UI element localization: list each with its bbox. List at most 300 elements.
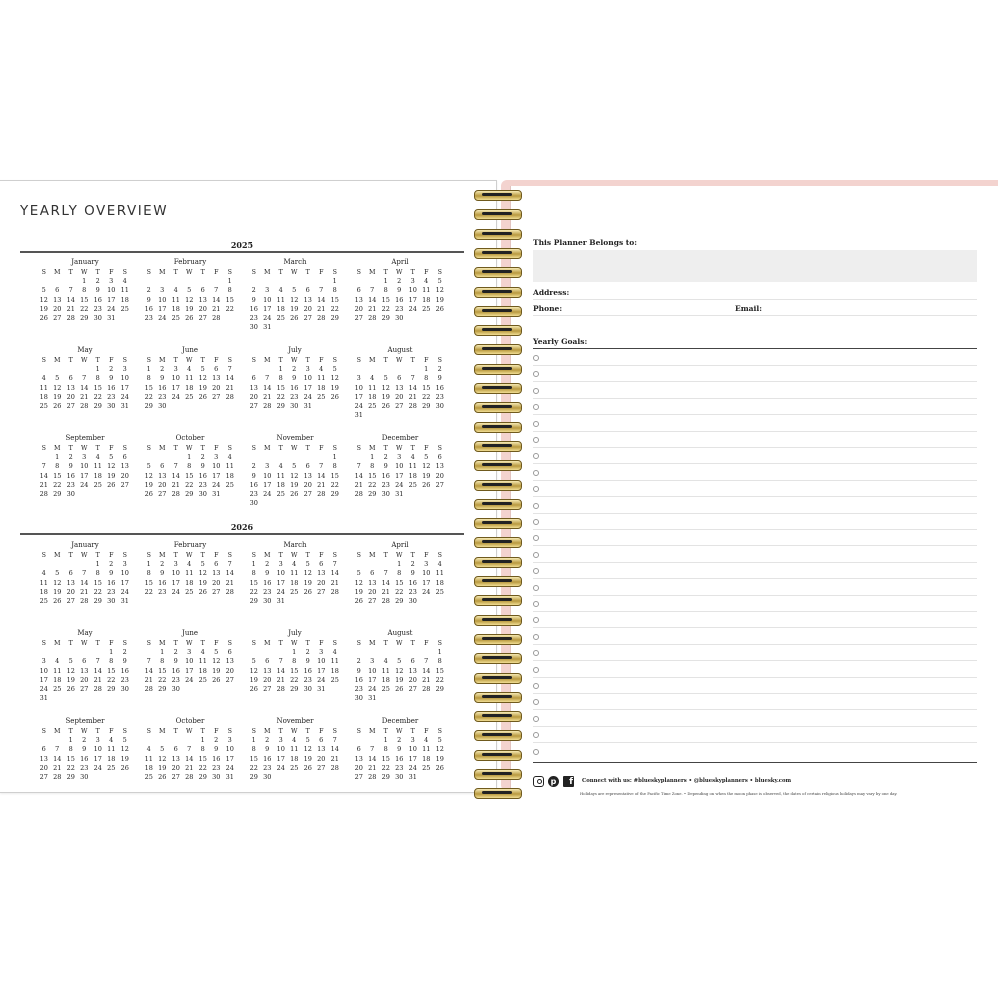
day-number: 9 [173, 657, 178, 666]
day-number: 1 [109, 648, 114, 657]
weekday-label: S [356, 728, 361, 735]
weekday-label: F [424, 640, 429, 647]
spiral-ring [474, 364, 522, 375]
weekday-label: W [396, 728, 403, 735]
day-number: 31 [354, 411, 363, 420]
day-number: 20 [66, 392, 75, 401]
weekday-label: W [81, 728, 88, 735]
goal-bullet[interactable] [533, 388, 539, 394]
day-number: 12 [249, 666, 258, 675]
day-number: 11 [381, 666, 390, 675]
goal-line[interactable] [533, 447, 977, 448]
day-number: 5 [383, 374, 388, 383]
weekday-label: W [81, 552, 88, 559]
day-number: 6 [397, 374, 402, 383]
goal-line[interactable] [533, 365, 977, 366]
weekday-label: T [95, 357, 100, 364]
day-number: 6 [251, 374, 256, 383]
day-number: 18 [171, 304, 180, 313]
day-number: 22 [368, 480, 377, 489]
day-number: 14 [80, 578, 89, 587]
weekday-label: T [305, 552, 310, 559]
goal-line[interactable] [533, 644, 977, 645]
weekday-label: S [332, 445, 337, 452]
day-number: 4 [424, 736, 429, 745]
address-line[interactable] [533, 299, 977, 300]
day-number: 17 [120, 383, 129, 392]
day-number: 20 [408, 675, 417, 684]
goal-line[interactable] [533, 496, 977, 497]
goal-bullet[interactable] [533, 519, 539, 525]
month-calendar [37, 433, 133, 521]
day-number: 22 [225, 304, 234, 313]
day-number: 16 [120, 666, 129, 675]
weekday-label: T [305, 357, 310, 364]
day-number: 15 [93, 578, 102, 587]
owner-label: This Planner Belongs to: [533, 238, 638, 247]
day-number: 6 [356, 286, 361, 295]
day-number: 31 [395, 489, 404, 498]
month-name: November [276, 434, 314, 442]
day-number: 28 [144, 684, 153, 693]
day-number: 27 [158, 489, 167, 498]
day-number: 4 [146, 745, 151, 754]
empty-day [315, 277, 329, 286]
day-grid [37, 551, 133, 606]
weekday-label: F [214, 552, 219, 559]
goal-line[interactable] [533, 529, 977, 530]
day-number: 1 [95, 560, 100, 569]
day-number: 10 [93, 745, 102, 754]
day-number: 16 [93, 295, 102, 304]
social-footer [533, 775, 791, 787]
day-number: 6 [200, 286, 205, 295]
day-grid [352, 551, 448, 606]
day-number: 23 [144, 313, 153, 322]
day-number: 29 [198, 772, 207, 781]
month-calendar [142, 628, 238, 716]
day-number: 31 [368, 694, 377, 703]
day-number: 27 [263, 684, 272, 693]
goal-bullet[interactable] [533, 667, 539, 673]
day-number: 17 [80, 471, 89, 480]
day-number: 10 [171, 374, 180, 383]
day-number: 22 [435, 675, 444, 684]
day-number: 18 [198, 666, 207, 675]
goal-line[interactable] [533, 562, 977, 563]
phone-email-line[interactable] [533, 315, 977, 316]
day-grid [37, 356, 133, 411]
day-number: 22 [249, 587, 258, 596]
day-number: 29 [330, 313, 339, 322]
weekday-label: T [278, 269, 283, 276]
day-number: 16 [158, 578, 167, 587]
day-number: 29 [80, 313, 89, 322]
day-number: 13 [263, 666, 272, 675]
day-number: 8 [292, 657, 297, 666]
day-number: 20 [249, 392, 258, 401]
goal-bullet[interactable] [533, 601, 539, 607]
day-number: 7 [356, 462, 361, 471]
day-number: 29 [435, 684, 444, 693]
empty-day [156, 736, 170, 745]
goal-line[interactable] [533, 611, 977, 612]
day-number: 12 [435, 286, 444, 295]
day-number: 30 [212, 772, 221, 781]
day-number: 8 [95, 374, 100, 383]
day-number: 21 [408, 392, 417, 401]
day-number: 7 [82, 374, 87, 383]
day-number: 9 [160, 374, 165, 383]
weekday-label: T [200, 640, 205, 647]
weekday-label: T [383, 357, 388, 364]
day-number: 12 [212, 657, 221, 666]
day-number: 29 [93, 401, 102, 410]
weekday-label: S [356, 552, 361, 559]
day-number: 27 [249, 401, 258, 410]
day-number: 21 [317, 480, 326, 489]
empty-day [393, 648, 407, 657]
day-number: 26 [107, 480, 116, 489]
goal-line[interactable] [533, 627, 977, 628]
day-number: 15 [290, 666, 299, 675]
spiral-binding [474, 190, 522, 802]
day-number: 19 [198, 578, 207, 587]
day-number: 9 [356, 666, 361, 675]
day-number: 26 [185, 313, 194, 322]
day-number: 26 [212, 675, 221, 684]
spiral-ring [474, 248, 522, 259]
day-number: 11 [107, 745, 116, 754]
weekday-label: F [319, 445, 324, 452]
day-number: 22 [80, 304, 89, 313]
day-number: 17 [212, 471, 221, 480]
day-number: 1 [146, 365, 151, 374]
weekday-label: F [109, 640, 114, 647]
spiral-ring [474, 344, 522, 355]
goal-bullet[interactable] [533, 749, 539, 755]
day-number: 26 [120, 763, 129, 772]
day-number: 14 [212, 295, 221, 304]
day-number: 26 [435, 763, 444, 772]
goal-bullet[interactable] [533, 634, 539, 640]
goal-line[interactable] [533, 545, 977, 546]
day-number: 12 [395, 666, 404, 675]
day-number: 30 [395, 772, 404, 781]
day-number: 23 [93, 304, 102, 313]
goal-line[interactable] [533, 398, 977, 399]
goal-bullet[interactable] [533, 585, 539, 591]
day-number: 3 [356, 374, 361, 383]
day-number: 22 [93, 587, 102, 596]
weekday-label: S [332, 357, 337, 364]
day-number: 19 [39, 304, 48, 313]
goal-bullet[interactable] [533, 716, 539, 722]
weekday-label: T [173, 357, 178, 364]
day-number: 21 [212, 304, 221, 313]
facebook-icon[interactable]: f [563, 776, 574, 787]
weekday-label: T [200, 269, 205, 276]
day-number: 12 [354, 578, 363, 587]
empty-day [406, 648, 420, 657]
day-number: 29 [381, 772, 390, 781]
day-number: 8 [82, 286, 87, 295]
goal-bullet[interactable] [533, 437, 539, 443]
day-number: 12 [290, 295, 299, 304]
goal-bullet[interactable] [533, 470, 539, 476]
day-number: 4 [410, 453, 415, 462]
day-number: 31 [120, 401, 129, 410]
day-number: 27 [225, 675, 234, 684]
day-number: 17 [263, 480, 272, 489]
day-number: 14 [330, 745, 339, 754]
day-grid [352, 444, 448, 499]
spiral-ring [474, 383, 522, 394]
day-number: 25 [198, 675, 207, 684]
month-name: January [71, 541, 99, 549]
day-number: 29 [276, 401, 285, 410]
instagram-icon[interactable] [533, 776, 544, 787]
day-grid [247, 727, 343, 782]
day-number: 12 [330, 374, 339, 383]
goal-line[interactable] [533, 463, 977, 464]
empty-day [393, 365, 407, 374]
empty-day [247, 365, 261, 374]
day-number: 14 [276, 666, 285, 675]
day-number: 10 [212, 462, 221, 471]
goal-line[interactable] [533, 726, 977, 727]
day-number: 22 [185, 480, 194, 489]
goal-line[interactable] [533, 693, 977, 694]
day-number: 8 [200, 745, 205, 754]
day-number: 31 [212, 489, 221, 498]
day-number: 29 [144, 401, 153, 410]
weekday-label: T [200, 445, 205, 452]
pinterest-icon[interactable]: p [548, 776, 559, 787]
day-number: 7 [187, 745, 192, 754]
weekday-label: M [369, 357, 376, 364]
spiral-ring [474, 422, 522, 433]
month-calendar [247, 540, 343, 628]
day-number: 2 [109, 560, 114, 569]
month-name: October [175, 434, 205, 442]
day-number: 18 [225, 471, 234, 480]
day-number: 19 [158, 763, 167, 772]
weekday-label: T [410, 640, 415, 647]
weekday-label: S [227, 445, 232, 452]
weekday-label: S [356, 357, 361, 364]
month-name: April [391, 541, 409, 549]
day-number: 23 [66, 480, 75, 489]
day-number: 21 [354, 480, 363, 489]
day-number: 24 [158, 313, 167, 322]
month-name: March [283, 541, 307, 549]
weekday-label: F [214, 445, 219, 452]
weekday-label: S [41, 269, 46, 276]
day-number: 7 [41, 462, 46, 471]
day-number: 18 [93, 471, 102, 480]
day-number: 14 [317, 295, 326, 304]
day-number: 5 [109, 453, 114, 462]
goal-line[interactable] [533, 480, 977, 481]
day-number: 25 [276, 313, 285, 322]
spiral-ring [474, 306, 522, 317]
goal-bullet[interactable] [533, 421, 539, 427]
goal-line[interactable] [533, 414, 977, 415]
day-number: 29 [368, 489, 377, 498]
weekday-label: S [122, 552, 127, 559]
empty-day [142, 453, 156, 462]
owner-name-field[interactable] [533, 250, 977, 282]
weekday-label: S [251, 640, 256, 647]
day-number: 22 [144, 392, 153, 401]
weekday-label: T [278, 728, 283, 735]
day-number: 8 [146, 569, 151, 578]
day-number: 11 [185, 569, 194, 578]
goal-bullet[interactable] [533, 503, 539, 509]
day-number: 26 [198, 392, 207, 401]
day-number: 24 [354, 401, 363, 410]
goal-bullet[interactable] [533, 355, 539, 361]
day-number: 26 [158, 772, 167, 781]
empty-day [406, 365, 420, 374]
day-number: 10 [395, 462, 404, 471]
day-number: 5 [397, 657, 402, 666]
weekday-label: S [122, 640, 127, 647]
goal-line[interactable] [533, 742, 977, 743]
goal-line[interactable] [533, 381, 977, 382]
weekday-label: T [200, 552, 205, 559]
day-number: 2 [251, 462, 256, 471]
day-number: 17 [185, 666, 194, 675]
month-name: June [182, 629, 198, 637]
day-number: 6 [305, 462, 310, 471]
day-number: 24 [80, 480, 89, 489]
phone-label: Phone: [533, 304, 563, 313]
day-number: 26 [381, 401, 390, 410]
day-number: 27 [39, 772, 48, 781]
day-number: 16 [249, 480, 258, 489]
day-grid [142, 727, 238, 782]
day-number: 25 [408, 480, 417, 489]
goal-line[interactable] [533, 513, 977, 514]
day-number: 7 [410, 374, 415, 383]
day-number: 4 [424, 277, 429, 286]
day-number: 10 [276, 745, 285, 754]
day-number: 28 [368, 313, 377, 322]
spiral-ring [474, 209, 522, 220]
year-label-2025: 2025 [230, 240, 254, 250]
goal-bullet[interactable] [533, 552, 539, 558]
day-number: 12 [107, 462, 116, 471]
weekday-label: S [227, 728, 232, 735]
year-calendar-2026 [37, 540, 457, 804]
weekday-label: S [227, 552, 232, 559]
spiral-ring [474, 711, 522, 722]
empty-day [366, 277, 380, 286]
month-name: May [77, 629, 93, 637]
day-number: 31 [317, 684, 326, 693]
weekday-label: W [186, 640, 193, 647]
goal-bullet[interactable] [533, 683, 539, 689]
day-number: 28 [93, 684, 102, 693]
day-number: 10 [120, 569, 129, 578]
day-number: 13 [303, 295, 312, 304]
day-number: 19 [144, 480, 153, 489]
day-number: 29 [107, 684, 116, 693]
day-number: 13 [198, 295, 207, 304]
day-number: 24 [263, 489, 272, 498]
day-number: 24 [185, 675, 194, 684]
weekday-label: W [186, 269, 193, 276]
day-number: 8 [332, 462, 337, 471]
day-number: 21 [317, 304, 326, 313]
day-number: 18 [422, 295, 431, 304]
day-number: 6 [305, 286, 310, 295]
goal-line[interactable] [533, 677, 977, 678]
weekday-label: T [95, 640, 100, 647]
day-number: 2 [82, 736, 87, 745]
spiral-ring [474, 441, 522, 452]
goal-line[interactable] [533, 595, 977, 596]
month-name: December [381, 717, 419, 725]
day-number: 20 [198, 304, 207, 313]
month-calendar [37, 257, 133, 345]
weekday-label: T [383, 445, 388, 452]
day-number: 24 [422, 587, 431, 596]
day-number: 29 [422, 401, 431, 410]
empty-day [352, 648, 366, 657]
day-number: 9 [160, 569, 165, 578]
day-grid [37, 727, 133, 782]
weekday-label: W [186, 728, 193, 735]
day-number: 29 [66, 772, 75, 781]
day-number: 1 [82, 277, 87, 286]
day-number: 28 [39, 489, 48, 498]
goal-line[interactable] [533, 578, 977, 579]
weekday-label: T [200, 357, 205, 364]
day-number: 12 [144, 471, 153, 480]
day-number: 8 [146, 374, 151, 383]
day-number: 2 [397, 736, 402, 745]
day-number: 19 [435, 754, 444, 763]
day-number: 17 [354, 392, 363, 401]
day-number: 3 [187, 648, 192, 657]
weekday-label: S [251, 445, 256, 452]
day-number: 13 [354, 754, 363, 763]
day-number: 25 [225, 480, 234, 489]
day-number: 9 [82, 745, 87, 754]
day-number: 26 [435, 304, 444, 313]
day-grid [142, 444, 238, 499]
month-name: September [65, 434, 105, 442]
goal-line[interactable] [533, 660, 977, 661]
day-number: 3 [214, 453, 219, 462]
weekday-label: T [68, 357, 73, 364]
day-number: 18 [381, 675, 390, 684]
day-number: 4 [292, 560, 297, 569]
day-number: 10 [368, 666, 377, 675]
day-number: 13 [354, 295, 363, 304]
day-number: 3 [227, 736, 232, 745]
goal-line[interactable] [533, 431, 977, 432]
goal-line[interactable] [533, 709, 977, 710]
day-number: 16 [408, 578, 417, 587]
spiral-ring [474, 480, 522, 491]
day-number: 23 [381, 480, 390, 489]
day-number: 11 [185, 374, 194, 383]
day-number: 2 [397, 277, 402, 286]
